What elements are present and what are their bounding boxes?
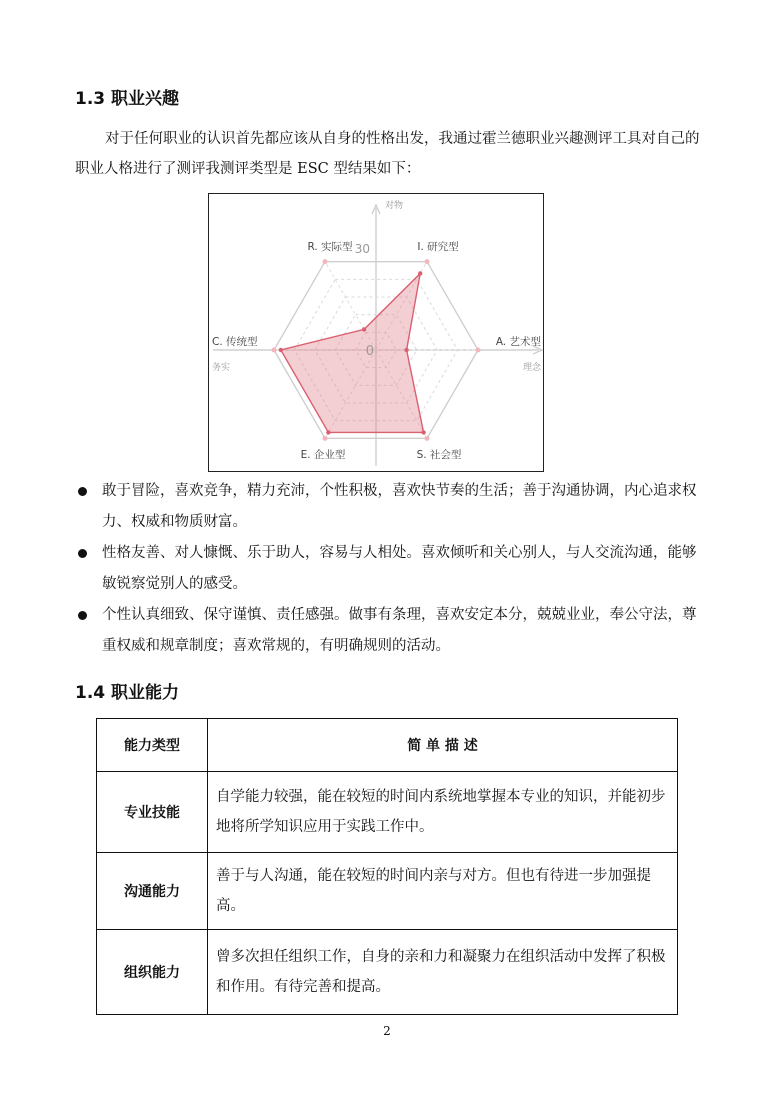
category-label: C. 传统型: [212, 336, 258, 348]
category-label: E. 企业型: [300, 449, 346, 461]
data-point: [362, 327, 366, 331]
ability-desc-cell: 曾多次担任组织工作，自身的亲和力和凝聚力在组织活动中发挥了积极和作用。有待完善和提高。: [208, 930, 678, 1015]
intro-paragraph: 对于任何职业的认识首先都应该从自身的性格出发，我通过霍兰德职业兴趣测评工具对自己的职业人格进行了测评我测评类型是 ESC 型结果如下：: [75, 131, 700, 177]
table-header-row: [97, 719, 678, 772]
tick-label: 0: [365, 344, 374, 359]
category-label: R. 实际型: [307, 241, 353, 253]
tick-label: 30: [354, 242, 370, 256]
ability-type-cell: 组织能力: [97, 930, 208, 1015]
table-row: [97, 772, 678, 853]
page-number: 2: [383, 1024, 391, 1038]
header-type: 能力类型: [97, 719, 208, 772]
vertex-dot: [272, 348, 277, 353]
ability-desc-cell: 自学能力较强，能在较短的时间内系统地掌握本专业的知识，并能初步地将所学知识应用于实践工作中。: [208, 772, 678, 853]
bullet-item: 敢于冒险，喜欢竞争，精力充沛，个性积极，喜欢快节奏的生活；善于沟通协调，内心追求权力、权威和物质财富。: [75, 476, 703, 538]
vertex-dot: [425, 259, 430, 264]
vertex-dot: [425, 436, 430, 441]
vertex-dot: [476, 348, 481, 353]
vertex-dot: [323, 259, 328, 264]
category-label: S. 社会型: [416, 449, 462, 461]
ability-type-cell: 沟通能力: [97, 853, 208, 930]
data-point: [279, 348, 283, 352]
category-label: A. 艺术型: [495, 336, 541, 348]
table-row: [97, 853, 678, 930]
axis-title: 对物: [385, 201, 404, 211]
table-row: [97, 930, 678, 1015]
bullet-item: 个性认真细致、保守谨慎、责任感强。做事有条理，喜欢安定本分，兢兢业业，奉公守法，尊重权威和规章制度；喜欢常规的，有明确规则的活动。: [75, 600, 703, 662]
axis-title: 务实: [212, 363, 231, 373]
bullet-item: 性格友善、对人慷慨、乐于助人，容易与人相处。喜欢倾听和关心别人，与人交流沟通，能够敏锐察觉别人的感受。: [75, 538, 703, 600]
data-point: [418, 271, 422, 275]
bullet-dot-icon: [78, 549, 87, 558]
ability-desc-cell: 善于与人沟通，能在较短的时间内亲与对方。但也有待进一步加强提高。: [208, 853, 678, 930]
ability-type-cell: 专业技能: [97, 772, 208, 853]
vertex-dot: [323, 436, 328, 441]
holland-radar-chart: [208, 193, 544, 472]
radar-svg: [209, 194, 544, 472]
data-point: [421, 430, 425, 434]
bullet-dot-icon: [78, 487, 87, 496]
trait-bullet-list: [75, 476, 703, 662]
header-desc: 简 单 描 述: [208, 719, 678, 772]
data-point: [326, 430, 330, 434]
ability-table: [96, 718, 678, 1015]
axis-title: 理念: [523, 363, 542, 373]
section-heading-career-interest: 1.3 职业兴趣: [75, 89, 180, 109]
bullet-dot-icon: [78, 611, 87, 620]
section-heading-career-ability: 1.4 职业能力: [75, 683, 180, 703]
data-point: [404, 348, 408, 352]
category-label: I. 研究型: [417, 241, 459, 253]
